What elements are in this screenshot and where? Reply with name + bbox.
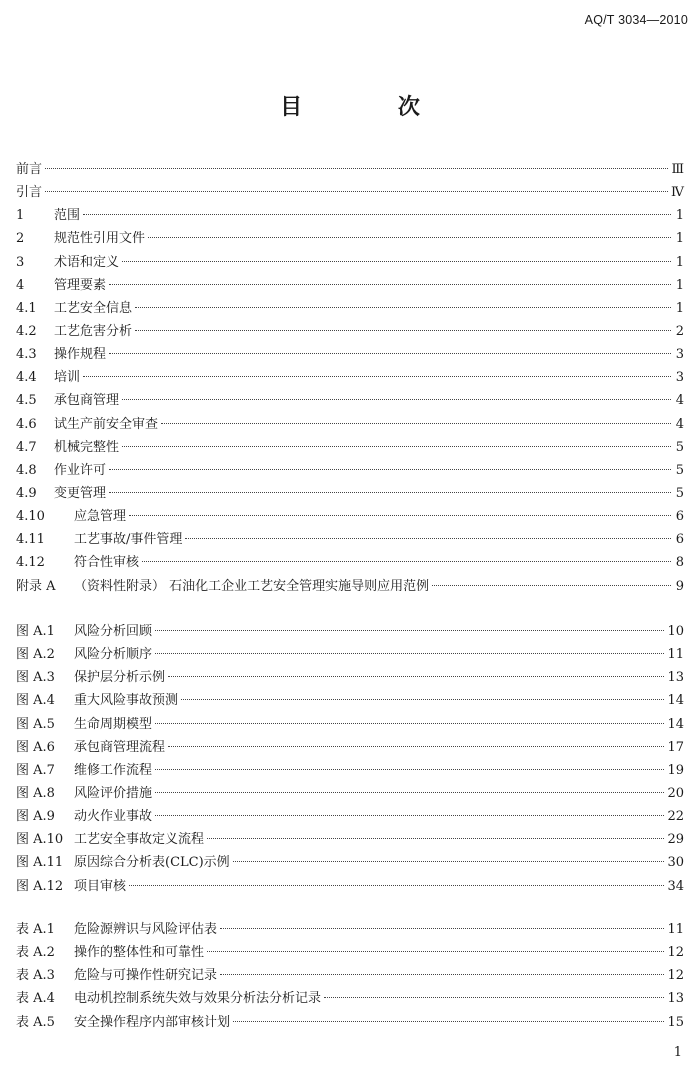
- toc-entry-page: 13: [667, 670, 684, 686]
- toc-entry-page: 3: [675, 370, 684, 386]
- toc-entry-number: 4.7: [16, 439, 37, 455]
- toc-entry[interactable]: [16, 158, 684, 181]
- toc-entry-page: 1: [675, 208, 684, 224]
- toc-entry-number: 图 A.11: [16, 855, 64, 871]
- toc-entry-number: 3: [16, 254, 25, 270]
- toc-entry[interactable]: [16, 551, 684, 574]
- dot-leader: [220, 928, 664, 929]
- dot-leader: [233, 1021, 664, 1022]
- toc-entry-label: 作业许可: [54, 462, 107, 478]
- toc-entry[interactable]: [16, 482, 684, 505]
- toc-entry-page: 5: [675, 439, 684, 455]
- toc-entry[interactable]: [16, 505, 684, 528]
- toc-entry-page: 22: [667, 809, 684, 825]
- toc-tables-section: [16, 918, 684, 1034]
- toc-entry-label: 工艺安全信息: [54, 300, 133, 316]
- toc-entry-number: 图 A.8: [16, 785, 55, 801]
- toc-entry-page: 10: [667, 624, 684, 639]
- toc-entry-label: 引言: [16, 185, 43, 201]
- toc-entry-number: 1: [16, 208, 25, 224]
- toc-entry[interactable]: [16, 251, 684, 274]
- toc-entry-page: 1: [675, 300, 684, 316]
- standard-code: AQ/T 3034—2010: [584, 13, 688, 27]
- dot-leader: [45, 191, 668, 192]
- page-number: 1: [673, 1045, 682, 1060]
- toc-entry-label: 机械完整性: [54, 439, 120, 455]
- dot-leader: [155, 769, 664, 770]
- toc-entry-page: Ⅳ: [671, 185, 684, 201]
- toc-entry-number: 图 A.3: [16, 670, 55, 686]
- toc-entry-page: 11: [667, 647, 684, 663]
- toc-entry-label: 危险源辨识与风险评估表: [74, 922, 218, 937]
- toc-entry[interactable]: [16, 828, 684, 851]
- toc-entry-number: 图 A.1: [16, 624, 55, 639]
- dot-leader: [155, 630, 664, 631]
- toc-entry-label: 试生产前安全审查: [54, 416, 159, 432]
- toc-entry-number: 表 A.5: [16, 1014, 55, 1030]
- toc-entry-page: 12: [667, 945, 684, 961]
- dot-leader: [83, 376, 671, 377]
- toc-entry-page: 3: [675, 347, 684, 363]
- dot-leader: [155, 815, 664, 816]
- toc-entry-page: 1: [675, 231, 684, 247]
- dot-leader: [135, 307, 671, 308]
- dot-leader: [168, 746, 664, 747]
- toc-entry-label: 变更管理: [54, 485, 107, 501]
- dot-leader: [185, 538, 671, 539]
- toc-entry[interactable]: [16, 713, 684, 736]
- toc-entry-number: 4.12: [16, 555, 45, 571]
- dot-leader: [109, 284, 671, 285]
- toc-entry[interactable]: [16, 575, 684, 598]
- toc-entry-label: 前言: [16, 162, 43, 177]
- toc-entry-label: 规范性引用文件: [54, 231, 146, 247]
- toc-entry-label: 项目审核: [74, 878, 127, 894]
- dot-leader: [129, 515, 671, 516]
- toc-entry[interactable]: [16, 366, 684, 389]
- toc-entry-label: 危险与可操作性研究记录: [74, 968, 218, 984]
- toc-entry[interactable]: [16, 459, 684, 482]
- toc-entry-label: （资料性附录） 石油化工企业工艺安全管理实施导则应用范例: [74, 578, 430, 594]
- toc-entry-label: 安全操作程序内部审核计划: [74, 1014, 231, 1030]
- toc-entry-page: 1: [675, 254, 684, 270]
- toc-entry-page: 30: [667, 855, 684, 871]
- toc-entry-number: 图 A.2: [16, 647, 55, 663]
- toc-entry-page: 13: [667, 991, 684, 1007]
- page-title: 目 次: [280, 95, 464, 120]
- toc-entry-number: 4.9: [16, 485, 37, 501]
- toc-entry-number: 图 A.10: [16, 832, 64, 848]
- dot-leader: [45, 168, 668, 169]
- dot-leader: [161, 423, 671, 424]
- toc-entry-number: 图 A.9: [16, 809, 55, 825]
- toc-entry-label: 生命周期模型: [74, 716, 153, 732]
- dot-leader: [122, 446, 671, 447]
- toc-entry-number: 4.10: [16, 509, 45, 525]
- toc-entry-label: 保护层分析示例: [74, 670, 166, 686]
- toc-entry-label: 承包商管理流程: [74, 739, 166, 755]
- toc-entry[interactable]: [16, 204, 684, 227]
- toc-entry-number: 4.4: [16, 370, 37, 386]
- dot-leader: [181, 699, 664, 700]
- toc-entry-label: 术语和定义: [54, 254, 120, 270]
- toc-entry-label: 动火作业事故: [74, 809, 153, 825]
- toc-entry[interactable]: [16, 413, 684, 436]
- toc-entry-label: 操作的整体性和可靠性: [74, 945, 205, 961]
- toc-entry-number: 图 A.4: [16, 693, 55, 709]
- toc-entry-label: 原因综合分析表(CLC)示例: [74, 855, 230, 871]
- toc-entry-number: 4.11: [16, 532, 45, 548]
- dot-leader: [83, 214, 671, 215]
- toc-entry[interactable]: [16, 782, 684, 805]
- dot-leader: [155, 723, 664, 724]
- toc-entry-label: 电动机控制系统失效与效果分析法分析记录: [74, 991, 322, 1007]
- toc-entry-label: 范围: [54, 208, 81, 224]
- toc-entry[interactable]: [16, 389, 684, 412]
- toc-entry-page: 5: [675, 485, 684, 501]
- toc-entry-label: 操作规程: [54, 347, 107, 363]
- toc-entry-number: 4.1: [16, 300, 37, 316]
- toc-entry-page: 15: [667, 1014, 684, 1030]
- toc-entry-page: 9: [675, 578, 684, 594]
- toc-entry-label: 符合性审核: [74, 555, 140, 571]
- dot-leader: [168, 676, 664, 677]
- toc-entry-page: 20: [667, 785, 684, 801]
- toc-entry-page: 14: [667, 716, 684, 732]
- toc-entry[interactable]: [16, 528, 684, 551]
- toc-entry-label: 维修工作流程: [74, 762, 153, 778]
- toc-entry-label: 工艺事故/事件管理: [74, 532, 183, 548]
- toc-entry-label: 应急管理: [74, 509, 127, 525]
- toc-entry[interactable]: [16, 805, 684, 828]
- dot-leader: [432, 585, 671, 586]
- toc-entry[interactable]: [16, 1011, 684, 1034]
- toc-entry-page: 4: [675, 416, 684, 432]
- toc-entry-number: 附录 A: [16, 578, 56, 594]
- toc-entry[interactable]: [16, 964, 684, 987]
- toc-entry-page: Ⅲ: [671, 162, 684, 177]
- toc-entry-page: 1: [675, 277, 684, 293]
- toc-entry[interactable]: [16, 227, 684, 250]
- toc-entry[interactable]: [16, 941, 684, 964]
- toc-entry[interactable]: [16, 297, 684, 320]
- dot-leader: [155, 792, 664, 793]
- toc-entry-page: 6: [675, 509, 684, 525]
- toc-entry-page: 11: [667, 922, 684, 937]
- toc-entry[interactable]: [16, 666, 684, 689]
- toc-entry-number: 图 A.6: [16, 739, 55, 755]
- toc-entry[interactable]: [16, 436, 684, 459]
- toc-entry[interactable]: [16, 918, 684, 941]
- toc-entry-label: 风险分析回顾: [74, 624, 153, 639]
- toc-entry-number: 图 A.7: [16, 762, 55, 778]
- toc-entry-number: 4: [16, 277, 25, 293]
- toc-entry[interactable]: [16, 643, 684, 666]
- toc-entry-page: 17: [667, 739, 684, 755]
- toc-entry-number: 表 A.3: [16, 968, 55, 984]
- toc-entry[interactable]: [16, 875, 684, 898]
- dot-leader: [142, 561, 671, 562]
- toc-entry-page: 2: [675, 323, 684, 339]
- toc-entry-number: 2: [16, 231, 25, 247]
- dot-leader: [220, 974, 664, 975]
- toc-entry[interactable]: [16, 274, 684, 297]
- dot-leader: [324, 997, 664, 998]
- toc-entry-page: 8: [675, 555, 684, 571]
- dot-leader: [129, 885, 664, 886]
- dot-leader: [233, 861, 665, 862]
- dot-leader: [122, 399, 671, 400]
- toc-entry-number: 4.2: [16, 323, 37, 339]
- toc-entry-page: 5: [675, 462, 684, 478]
- toc-entry-page: 34: [667, 878, 684, 894]
- dot-leader: [155, 653, 664, 654]
- toc-entry-number: 4.8: [16, 462, 37, 478]
- toc-entry[interactable]: [16, 320, 684, 343]
- dot-leader: [122, 261, 671, 262]
- toc-entry-number: 表 A.4: [16, 991, 55, 1007]
- toc-entry[interactable]: [16, 759, 684, 782]
- dot-leader: [148, 237, 671, 238]
- toc-entry-label: 管理要素: [54, 277, 107, 293]
- toc-entry-label: 承包商管理: [54, 393, 120, 409]
- dot-leader: [135, 330, 671, 331]
- dot-leader: [109, 353, 671, 354]
- toc-entry[interactable]: [16, 736, 684, 759]
- toc-entry[interactable]: [16, 620, 684, 643]
- toc-entry-page: 29: [667, 832, 684, 848]
- toc-entry-label: 风险分析顺序: [74, 647, 153, 663]
- toc-main-section: [16, 158, 684, 598]
- toc-entry-page: 14: [667, 693, 684, 709]
- toc-entry[interactable]: [16, 987, 684, 1010]
- toc-entry[interactable]: [16, 181, 684, 204]
- toc-entry-label: 风险评价措施: [74, 785, 153, 801]
- dot-leader: [207, 838, 664, 839]
- toc-entry-number: 4.6: [16, 416, 37, 432]
- toc-entry-page: 19: [667, 762, 684, 778]
- toc-entry-number: 4.3: [16, 347, 37, 363]
- toc-figures-section: [16, 620, 684, 898]
- dot-leader: [109, 492, 671, 493]
- toc-entry[interactable]: [16, 343, 684, 366]
- toc-entry-number: 4.5: [16, 393, 37, 409]
- toc-entry-number: 表 A.2: [16, 945, 55, 961]
- toc-entry-label: 工艺危害分析: [54, 323, 133, 339]
- dot-leader: [207, 951, 664, 952]
- toc-entry-number: 表 A.1: [16, 922, 55, 937]
- toc-entry-page: 4: [675, 393, 684, 409]
- toc-entry-label: 重大风险事故预测: [74, 693, 179, 709]
- toc-entry[interactable]: [16, 689, 684, 712]
- toc-entry-label: 培训: [54, 370, 81, 386]
- toc-entry-number: 图 A.12: [16, 878, 64, 894]
- toc-entry-number: 图 A.5: [16, 716, 55, 732]
- toc-entry[interactable]: [16, 851, 684, 874]
- toc-entry-page: 6: [675, 532, 684, 548]
- dot-leader: [109, 469, 671, 470]
- toc-entry-label: 工艺安全事故定义流程: [74, 832, 205, 848]
- toc-entry-page: 12: [667, 968, 684, 984]
